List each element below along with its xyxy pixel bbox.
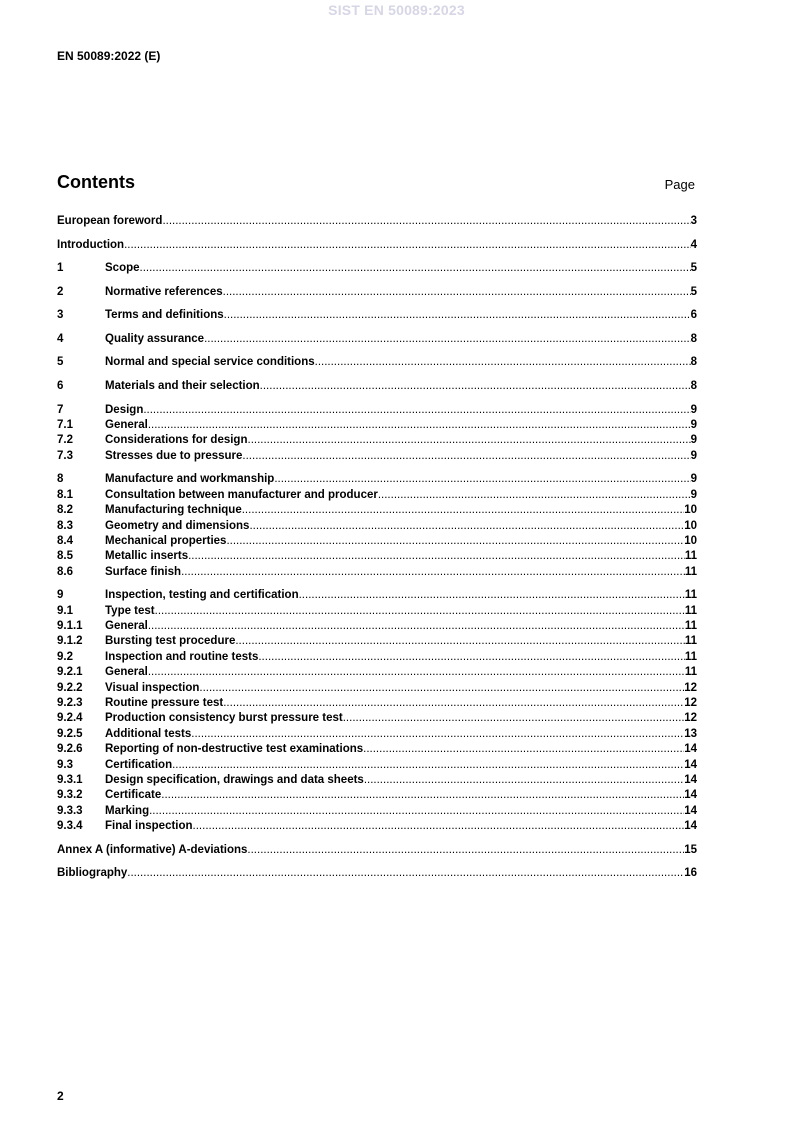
toc-entry[interactable]	[57, 665, 697, 680]
toc-entry[interactable]	[57, 727, 697, 742]
toc-entry-line	[105, 449, 697, 464]
toc-entry[interactable]	[57, 261, 697, 276]
toc-entry-number: 9.3.1	[57, 773, 83, 786]
toc-entry-page: 15	[684, 843, 697, 856]
toc-entry-page: 5	[690, 285, 697, 298]
toc-entry-title: Design	[105, 403, 144, 416]
toc-dot-leader	[223, 285, 691, 300]
toc-entry-page: 11	[684, 550, 697, 563]
toc-entry-line	[105, 285, 697, 300]
toc-entry-line	[105, 503, 697, 518]
toc-entry-line	[57, 214, 697, 229]
toc-entry-line	[105, 619, 697, 634]
toc-entry-page: 6	[690, 309, 697, 322]
toc-entry-title: Visual inspection	[105, 681, 200, 694]
toc-dot-leader	[181, 565, 685, 580]
toc-entry[interactable]	[57, 619, 697, 634]
toc-entry-line	[105, 604, 697, 619]
toc-entry-title: Inspection and routine tests	[105, 650, 259, 663]
toc-entry-line	[57, 238, 697, 253]
toc-entry-line	[105, 565, 697, 580]
toc-entry-page: 9	[690, 403, 697, 416]
toc-entry-page: 14	[684, 743, 697, 756]
toc-entry-line	[105, 681, 697, 696]
toc-entry-line	[105, 804, 697, 819]
document-id: EN 50089:2022 (E)	[57, 49, 161, 63]
toc-entry-number: 9.3.2	[57, 789, 83, 802]
toc-entry[interactable]	[57, 503, 697, 518]
toc-entry-title: Normal and special service conditions	[105, 356, 315, 369]
toc-entry-page: 11	[684, 635, 697, 648]
toc-entry-number: 9.2.4	[57, 712, 83, 725]
toc-entry[interactable]	[57, 634, 697, 649]
toc-entry[interactable]	[57, 379, 697, 394]
toc-entry-number: 1	[57, 262, 64, 275]
toc-entry[interactable]	[57, 819, 697, 834]
toc-entry-line	[105, 758, 697, 773]
toc-entry-title: Design specification, drawings and data sheets	[105, 773, 364, 786]
toc-entry-number: 7.2	[57, 434, 73, 447]
toc-entry-line	[105, 634, 697, 649]
toc-entry-line	[57, 866, 697, 881]
toc-entry[interactable]	[57, 238, 697, 253]
toc-entry[interactable]	[57, 696, 697, 711]
toc-dot-leader	[191, 727, 684, 742]
table-of-contents	[57, 214, 697, 882]
toc-entry-title: Normative references	[105, 285, 223, 298]
toc-dot-leader	[247, 843, 684, 858]
toc-entry-title: Certificate	[105, 789, 162, 802]
toc-entry[interactable]	[57, 285, 697, 300]
toc-entry-number: 3	[57, 309, 64, 322]
toc-entry-page: 9	[690, 419, 697, 432]
toc-entry-number: 8.3	[57, 519, 73, 532]
toc-entry-line	[105, 488, 697, 503]
toc-entry-title: Routine pressure test	[105, 697, 224, 710]
toc-entry-page: 11	[684, 620, 697, 633]
toc-entry[interactable]	[57, 308, 697, 323]
toc-entry-page: 13	[684, 727, 697, 740]
toc-entry-line	[105, 261, 697, 276]
toc-entry-number: 7.1	[57, 419, 73, 432]
toc-dot-leader	[162, 214, 690, 229]
toc-entry-page: 8	[690, 380, 697, 393]
toc-dot-leader	[274, 472, 690, 487]
toc-entry[interactable]	[57, 472, 697, 487]
toc-entry-page: 9	[690, 434, 697, 447]
toc-entry-line	[105, 379, 697, 394]
toc-dot-leader	[226, 534, 684, 549]
toc-entry-line	[57, 843, 697, 858]
toc-entry-page: 14	[684, 773, 697, 786]
toc-entry-number: 9.1	[57, 604, 73, 617]
toc-entry[interactable]	[57, 788, 697, 803]
toc-dot-leader	[193, 819, 685, 834]
toc-entry[interactable]	[57, 681, 697, 696]
toc-entry-page: 3	[690, 215, 697, 227]
toc-entry[interactable]	[57, 758, 697, 773]
toc-entry-title: Manufacture and workmanship	[105, 473, 275, 486]
toc-entry-title: Bursting test procedure	[105, 635, 236, 648]
toc-entry-page: 9	[690, 473, 697, 486]
toc-dot-leader	[258, 650, 684, 665]
toc-dot-leader	[299, 588, 685, 603]
toc-dot-leader	[199, 681, 684, 696]
toc-entry-title: Final inspection	[105, 820, 193, 833]
toc-entry[interactable]	[57, 488, 697, 503]
toc-entry-number: 8.1	[57, 488, 73, 501]
toc-entry-line	[105, 727, 697, 742]
toc-entry-line	[105, 403, 697, 418]
toc-dot-leader	[148, 665, 685, 680]
toc-entry-number: 9.1.1	[57, 620, 83, 633]
toc-entry-line	[105, 519, 697, 534]
toc-entry[interactable]	[57, 355, 697, 370]
toc-entry-line	[105, 711, 697, 726]
toc-entry-title: Bibliography	[57, 867, 128, 880]
toc-dot-leader	[148, 418, 691, 433]
toc-entry-line	[105, 534, 697, 549]
toc-entry-page: 12	[684, 712, 697, 725]
toc-entry[interactable]	[57, 534, 697, 549]
toc-entry[interactable]	[57, 843, 697, 858]
toc-entry-line	[105, 650, 697, 665]
toc-entry[interactable]	[57, 449, 697, 464]
toc-entry-title: Scope	[105, 262, 140, 275]
toc-entry-number: 8.5	[57, 550, 73, 563]
toc-entry-page: 11	[684, 565, 697, 578]
toc-entry-line	[105, 332, 697, 347]
toc-entry-page: 12	[684, 681, 697, 694]
toc-entry-title: Stresses due to pressure	[105, 449, 243, 462]
toc-entry-number: 4	[57, 332, 64, 345]
toc-entry-page: 10	[684, 519, 697, 532]
toc-entry-page: 14	[684, 820, 697, 833]
toc-entry-number: 9.3.4	[57, 820, 83, 833]
toc-entry-title: Production consistency burst pressure test	[105, 712, 343, 725]
toc-entry-line	[105, 788, 697, 803]
toc-entry-page: 8	[690, 332, 697, 345]
toc-dot-leader	[124, 238, 691, 253]
toc-entry[interactable]	[57, 866, 697, 881]
toc-entry-page: 5	[690, 262, 697, 275]
toc-entry-number: 9.2.2	[57, 681, 83, 694]
toc-entry-number: 6	[57, 380, 64, 393]
toc-entry[interactable]	[57, 519, 697, 534]
toc-entry-title: Annex A (informative) A-deviations	[57, 843, 248, 856]
toc-dot-leader	[143, 403, 690, 418]
toc-dot-leader	[204, 332, 691, 347]
toc-entry-title: General	[105, 666, 148, 679]
toc-entry-page: 14	[684, 758, 697, 771]
toc-entry-title: General	[105, 419, 148, 432]
toc-entry[interactable]	[57, 742, 697, 757]
toc-entry-title: Introduction	[57, 238, 125, 251]
toc-dot-leader	[343, 711, 684, 726]
toc-entry-number: 9.2.6	[57, 743, 83, 756]
toc-entry[interactable]	[57, 604, 697, 619]
toc-dot-leader	[249, 519, 684, 534]
toc-dot-leader	[315, 355, 691, 370]
page-number: 2	[57, 1089, 64, 1103]
toc-entry-page: 11	[684, 666, 697, 679]
toc-dot-leader	[172, 758, 684, 773]
toc-entry-title: Inspection, testing and certification	[105, 589, 299, 602]
toc-entry-page: 10	[684, 504, 697, 517]
toc-entry[interactable]	[57, 711, 697, 726]
toc-dot-leader	[223, 696, 684, 711]
toc-entry-line	[105, 742, 697, 757]
toc-entry-number: 5	[57, 356, 64, 369]
toc-entry-number: 9	[57, 589, 64, 602]
toc-entry-page: 10	[684, 534, 697, 547]
toc-entry-number: 9.2	[57, 650, 73, 663]
toc-dot-leader	[127, 866, 684, 881]
toc-entry-number: 7	[57, 403, 64, 416]
contents-heading-row	[57, 172, 697, 198]
toc-entry-line	[105, 433, 697, 448]
toc-entry-line	[105, 773, 697, 788]
toc-entry-page: 16	[684, 867, 697, 880]
toc-dot-leader	[149, 804, 684, 819]
toc-entry-line	[105, 472, 697, 487]
toc-entry-page: 8	[690, 356, 697, 369]
toc-entry[interactable]	[57, 403, 697, 418]
toc-entry-title: Certification	[105, 758, 173, 771]
toc-entry[interactable]	[57, 418, 697, 433]
toc-entry-title: Reporting of non-destructive test examinations	[105, 743, 364, 756]
toc-entry-line	[105, 355, 697, 370]
toc-entry-title: European foreword	[57, 215, 163, 227]
toc-entry-line	[105, 549, 697, 564]
toc-entry-line	[105, 665, 697, 680]
toc-dot-leader	[242, 449, 690, 464]
toc-entry-title: Type test	[105, 604, 155, 617]
toc-entry-line	[105, 588, 697, 603]
toc-entry-number: 9.3	[57, 758, 73, 771]
toc-entry[interactable]	[57, 433, 697, 448]
toc-entry-number: 7.3	[57, 449, 73, 462]
toc-entry-page: 14	[684, 789, 697, 802]
toc-entry-title: Marking	[105, 804, 150, 817]
watermark-text: SIST EN 50089:2023	[328, 2, 465, 18]
toc-entry-line	[105, 696, 697, 711]
toc-entry-line	[105, 418, 697, 433]
toc-entry-number: 8.6	[57, 565, 73, 578]
toc-dot-leader	[224, 308, 691, 323]
toc-entry-page: 11	[684, 650, 697, 663]
toc-entry-number: 8.2	[57, 504, 73, 517]
toc-entry-title: Terms and definitions	[105, 309, 224, 322]
toc-entry-title: Consultation between manufacturer and producer	[105, 488, 378, 501]
page-column-label: Page	[664, 177, 695, 192]
toc-entry-page: 11	[684, 604, 697, 617]
toc-entry-page: 4	[690, 238, 697, 251]
toc-entry-number: 8	[57, 473, 64, 486]
toc-dot-leader	[155, 604, 685, 619]
toc-entry[interactable]	[57, 804, 697, 819]
toc-dot-leader	[363, 742, 684, 757]
toc-dot-leader	[235, 634, 684, 649]
toc-entry-number: 9.3.3	[57, 804, 83, 817]
toc-entry-title: Considerations for design	[105, 434, 248, 447]
toc-entry-line	[105, 819, 697, 834]
toc-dot-leader	[378, 488, 691, 503]
toc-entry-page: 11	[684, 589, 697, 602]
toc-entry-title: Surface finish	[105, 565, 182, 578]
toc-entry-title: General	[105, 620, 148, 633]
toc-entry[interactable]	[57, 588, 697, 603]
toc-entry[interactable]	[57, 650, 697, 665]
toc-entry[interactable]	[57, 773, 697, 788]
toc-entry-page: 9	[690, 488, 697, 501]
toc-dot-leader	[161, 788, 684, 803]
toc-entry-number: 9.2.1	[57, 666, 83, 679]
toc-entry-title: Quality assurance	[105, 332, 205, 345]
toc-dot-leader	[188, 549, 685, 564]
contents-title: Contents	[57, 172, 135, 192]
toc-entry-title: Additional tests	[105, 727, 192, 740]
toc-entry[interactable]	[57, 332, 697, 347]
toc-entry-number: 9.2.3	[57, 697, 83, 710]
toc-dot-leader	[260, 379, 691, 394]
toc-entry-number: 8.4	[57, 534, 73, 547]
toc-entry-title: Manufacturing technique	[105, 504, 242, 517]
toc-entry-title: Metallic inserts	[105, 550, 189, 563]
toc-entry-page: 14	[684, 804, 697, 817]
toc-entry-number: 9.2.5	[57, 727, 83, 740]
toc-entry-page: 9	[690, 449, 697, 462]
toc-entry-title: Materials and their selection	[105, 380, 260, 393]
toc-dot-leader	[364, 773, 684, 788]
toc-entry[interactable]	[57, 214, 697, 229]
toc-entry[interactable]	[57, 549, 697, 564]
toc-dot-leader	[242, 503, 684, 518]
toc-entry-title: Geometry and dimensions	[105, 519, 250, 532]
toc-dot-leader	[148, 619, 685, 634]
toc-entry-title: Mechanical properties	[105, 534, 227, 547]
toc-entry-page: 12	[684, 697, 697, 710]
toc-entry-number: 9.1.2	[57, 635, 83, 648]
toc-dot-leader	[140, 261, 691, 276]
toc-entry-line	[105, 308, 697, 323]
toc-entry-number: 2	[57, 285, 64, 298]
toc-dot-leader	[248, 433, 691, 448]
toc-entry[interactable]	[57, 565, 697, 580]
